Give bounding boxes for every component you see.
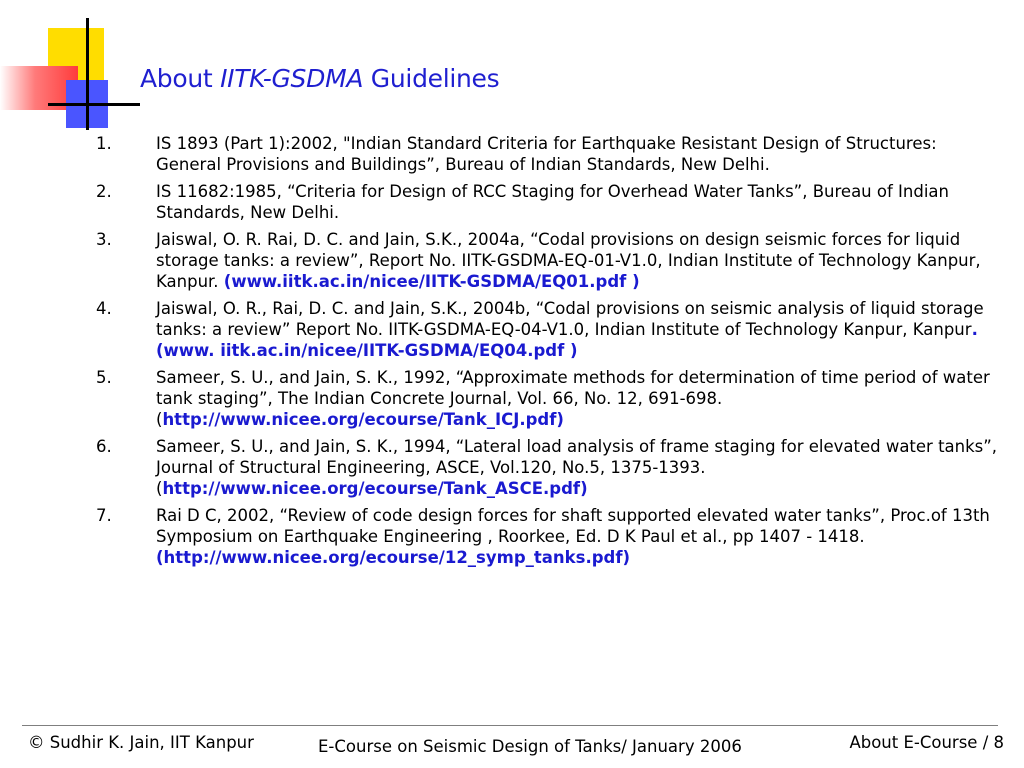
reference-body: IS 1893 (Part 1):2002, "Indian Standard Criteria for Earthquake Resistant Design of Structures: General Provisions and Buildings”, Bureau of Indian Standards, New Delhi. <box>156 134 937 174</box>
reference-link[interactable]: http://www.nicee.org/ecourse/Tank_ICJ.pdf) <box>162 410 564 429</box>
reference-number: 7. <box>96 506 112 525</box>
corner-logo <box>0 0 140 140</box>
reference-number: 5. <box>96 368 112 387</box>
footer-divider <box>22 725 998 726</box>
reference-number: 3. <box>96 230 112 249</box>
reference-body: Sameer, S. U., and Jain, S. K., 1994, “Lateral load analysis of frame staging for elevated water tanks”, Journal of Structural Engineering, ASCE, Vol.120, No.5, 1375-1393. ( <box>156 437 998 498</box>
reference-item-7 <box>96 505 1002 568</box>
reference-item-2 <box>96 181 1002 223</box>
reference-link[interactable]: (http://www.nicee.org/ecourse/12_symp_tanks.pdf) <box>156 548 631 567</box>
slide-title <box>140 64 499 93</box>
reference-text <box>156 298 1002 361</box>
title-prefix: About <box>140 64 221 93</box>
reference-text <box>156 436 1002 499</box>
title-italic: IITK-GSDMA <box>220 64 364 93</box>
reference-text <box>156 367 1002 430</box>
reference-text <box>156 505 1002 568</box>
logo-horizontal-line <box>48 103 140 106</box>
reference-text <box>156 181 1002 223</box>
reference-number: 1. <box>96 134 112 153</box>
reference-list <box>96 133 1002 574</box>
footer-course-title: E-Course on Seismic Design of Tanks/ January 2006 <box>318 737 742 756</box>
reference-body: IS 11682:1985, “Criteria for Design of RCC Staging for Overhead Water Tanks”, Bureau of Indian Standards, New Delhi. <box>156 182 949 222</box>
footer-page-number: About E-Course / 8 <box>849 733 1004 752</box>
reference-item-5 <box>96 367 1002 430</box>
reference-link[interactable]: (www.iitk.ac.in/nicee/IITK-GSDMA/EQ01.pdf ) <box>223 272 640 291</box>
reference-text <box>156 133 1002 175</box>
reference-number: 4. <box>96 299 112 318</box>
reference-number: 6. <box>96 437 112 456</box>
reference-link[interactable]: . (www. iitk.ac.in/nicee/IITK-GSDMA/EQ04.pdf ) <box>156 320 978 360</box>
reference-item-6 <box>96 436 1002 499</box>
reference-item-3 <box>96 229 1002 292</box>
reference-number: 2. <box>96 182 112 201</box>
reference-body: Rai D C, 2002, “Review of code design forces for shaft supported elevated water tanks”, Proc.of 13th Symposium on Earthquake Engineering , Roorkee, Ed. D K Paul et al., pp 1407 - 1418. <box>156 506 990 546</box>
reference-item-4 <box>96 298 1002 361</box>
reference-body: Jaiswal, O. R. Rai, D. C. and Jain, S.K., 2004a, “Codal provisions on design seismic forces for liquid storage tanks: a review”, Report No. IITK-GSDMA-EQ-01-V1.0, Indian Institute of Technology Kanpur, Kanpur. <box>156 230 981 291</box>
footer-copyright: © Sudhir K. Jain, IIT Kanpur <box>28 733 254 752</box>
title-suffix: Guidelines <box>363 64 500 93</box>
logo-vertical-line <box>86 18 89 130</box>
reference-text <box>156 229 1002 292</box>
reference-item-1 <box>96 133 1002 175</box>
reference-link[interactable]: http://www.nicee.org/ecourse/Tank_ASCE.pdf) <box>162 479 588 498</box>
reference-body: Sameer, S. U., and Jain, S. K., 1992, “Approximate methods for determination of time period of water tank staging”, The Indian Concrete Journal, Vol. 66, No. 12, 691-698. ( <box>156 368 990 429</box>
reference-body: Jaiswal, O. R., Rai, D. C. and Jain, S.K., 2004b, “Codal provisions on seismic analysis of liquid storage tanks: a review” Report No. IITK-GSDMA-EQ-04-V1.0, Indian Institute of Technology Kanpur, Kanpur <box>156 299 984 339</box>
